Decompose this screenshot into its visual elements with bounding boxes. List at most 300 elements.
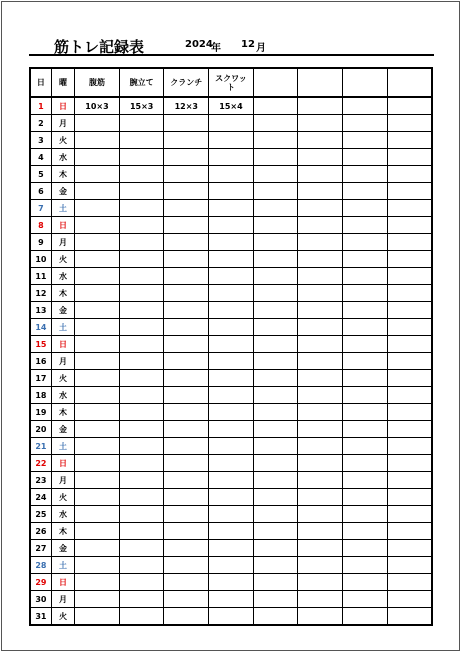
exercise-cell[interactable] <box>119 217 164 234</box>
exercise-cell[interactable] <box>164 149 209 166</box>
exercise-cell[interactable] <box>75 336 120 353</box>
exercise-cell[interactable] <box>164 455 209 472</box>
blank-cell[interactable] <box>298 302 343 319</box>
blank-cell[interactable] <box>387 268 432 285</box>
blank-cell[interactable] <box>387 506 432 523</box>
blank-cell[interactable] <box>298 268 343 285</box>
exercise-cell[interactable] <box>209 319 254 336</box>
exercise-cell[interactable] <box>75 557 120 574</box>
day-number: 9 <box>30 234 51 251</box>
exercise-cell[interactable] <box>119 166 164 183</box>
blank-cell[interactable] <box>298 319 343 336</box>
blank-cell[interactable] <box>387 302 432 319</box>
exercise-cell[interactable] <box>209 115 254 132</box>
table-row <box>30 234 432 251</box>
exercise-cell[interactable] <box>209 183 254 200</box>
blank-cell[interactable] <box>387 285 432 302</box>
exercise-cell[interactable] <box>164 557 209 574</box>
header-blank-3[interactable] <box>343 68 388 97</box>
blank-cell[interactable] <box>387 557 432 574</box>
exercise-cell[interactable] <box>164 336 209 353</box>
blank-cell[interactable] <box>343 523 388 540</box>
exercise-cell[interactable] <box>164 506 209 523</box>
exercise-cell[interactable] <box>75 251 120 268</box>
blank-cell[interactable] <box>343 268 388 285</box>
header-blank-4[interactable] <box>387 68 432 97</box>
exercise-cell[interactable] <box>209 591 254 608</box>
blank-cell[interactable] <box>387 540 432 557</box>
exercise-cell[interactable] <box>119 455 164 472</box>
exercise-cell[interactable] <box>75 217 120 234</box>
blank-cell[interactable] <box>298 506 343 523</box>
weekday-label: 水 <box>51 268 74 285</box>
exercise-cell[interactable] <box>119 115 164 132</box>
blank-cell[interactable] <box>298 455 343 472</box>
weekday-label: 日 <box>51 336 74 353</box>
exercise-cell[interactable] <box>209 149 254 166</box>
blank-cell[interactable] <box>343 149 388 166</box>
blank-cell[interactable] <box>253 97 298 115</box>
exercise-cell[interactable] <box>209 217 254 234</box>
blank-cell[interactable] <box>343 166 388 183</box>
month-value[interactable]: 12 <box>241 39 255 50</box>
blank-cell[interactable] <box>253 200 298 217</box>
blank-cell[interactable] <box>298 132 343 149</box>
blank-cell[interactable] <box>387 251 432 268</box>
title-underline <box>29 54 434 56</box>
blank-cell[interactable] <box>253 438 298 455</box>
exercise-cell[interactable] <box>164 234 209 251</box>
blank-cell[interactable] <box>298 336 343 353</box>
exercise-cell[interactable] <box>119 336 164 353</box>
blank-cell[interactable] <box>343 540 388 557</box>
blank-cell[interactable] <box>253 506 298 523</box>
exercise-cell[interactable] <box>164 285 209 302</box>
blank-cell[interactable] <box>253 404 298 421</box>
blank-cell[interactable] <box>298 489 343 506</box>
blank-cell[interactable] <box>343 489 388 506</box>
weekday-label: 月 <box>51 472 74 489</box>
blank-cell[interactable] <box>298 200 343 217</box>
exercise-cell[interactable] <box>75 353 120 370</box>
day-number: 31 <box>30 608 51 626</box>
weekday-label: 木 <box>51 285 74 302</box>
table-row <box>30 574 432 591</box>
blank-cell[interactable] <box>253 115 298 132</box>
exercise-cell[interactable] <box>209 387 254 404</box>
weekday-label: 金 <box>51 183 74 200</box>
blank-cell[interactable] <box>253 523 298 540</box>
year-value[interactable]: 2024 <box>185 39 213 50</box>
exercise-cell[interactable] <box>119 387 164 404</box>
table-row <box>30 608 432 626</box>
exercise-cell[interactable] <box>164 166 209 183</box>
exercise-cell[interactable] <box>164 489 209 506</box>
blank-cell[interactable] <box>253 183 298 200</box>
exercise-cell[interactable] <box>164 421 209 438</box>
exercise-cell[interactable] <box>119 489 164 506</box>
blank-cell[interactable] <box>343 472 388 489</box>
exercise-cell[interactable] <box>209 455 254 472</box>
exercise-cell[interactable] <box>75 489 120 506</box>
blank-cell[interactable] <box>253 591 298 608</box>
blank-cell[interactable] <box>298 472 343 489</box>
blank-cell[interactable] <box>343 336 388 353</box>
exercise-cell[interactable] <box>75 387 120 404</box>
exercise-cell[interactable] <box>75 574 120 591</box>
blank-cell[interactable] <box>298 421 343 438</box>
exercise-cell[interactable] <box>209 540 254 557</box>
exercise-cell[interactable] <box>75 268 120 285</box>
blank-cell[interactable] <box>253 268 298 285</box>
blank-cell[interactable] <box>343 217 388 234</box>
day-number: 11 <box>30 268 51 285</box>
blank-cell[interactable] <box>387 319 432 336</box>
blank-cell[interactable] <box>343 97 388 115</box>
blank-cell[interactable] <box>343 557 388 574</box>
exercise-cell[interactable] <box>119 285 164 302</box>
exercise-cell[interactable] <box>209 506 254 523</box>
day-number: 16 <box>30 353 51 370</box>
blank-cell[interactable] <box>387 523 432 540</box>
blank-cell[interactable] <box>343 421 388 438</box>
day-number: 1 <box>30 97 51 115</box>
blank-cell[interactable] <box>253 166 298 183</box>
exercise-cell[interactable] <box>164 591 209 608</box>
blank-cell[interactable] <box>298 574 343 591</box>
exercise-cell[interactable] <box>75 421 120 438</box>
blank-cell[interactable] <box>343 455 388 472</box>
exercise-cell[interactable] <box>119 523 164 540</box>
exercise-cell[interactable] <box>209 302 254 319</box>
page-title: 筋トレ記録表 <box>54 38 145 56</box>
blank-cell[interactable] <box>253 608 298 626</box>
exercise-cell[interactable] <box>75 438 120 455</box>
exercise-cell[interactable] <box>209 438 254 455</box>
exercise-cell[interactable] <box>119 132 164 149</box>
exercise-cell[interactable] <box>209 166 254 183</box>
weekday-label: 火 <box>51 370 74 387</box>
exercise-cell[interactable] <box>75 234 120 251</box>
exercise-cell[interactable] <box>75 149 120 166</box>
blank-cell[interactable] <box>343 302 388 319</box>
blank-cell[interactable] <box>343 132 388 149</box>
exercise-cell[interactable] <box>119 472 164 489</box>
exercise-cell[interactable] <box>119 302 164 319</box>
exercise-cell[interactable] <box>209 200 254 217</box>
blank-cell[interactable] <box>298 166 343 183</box>
blank-cell[interactable] <box>298 234 343 251</box>
weekday-label: 金 <box>51 540 74 557</box>
blank-cell[interactable] <box>343 404 388 421</box>
blank-cell[interactable] <box>343 319 388 336</box>
blank-cell[interactable] <box>387 438 432 455</box>
exercise-cell[interactable] <box>164 574 209 591</box>
blank-cell[interactable] <box>343 387 388 404</box>
exercise-cell[interactable] <box>164 132 209 149</box>
weekday-label: 火 <box>51 251 74 268</box>
blank-cell[interactable] <box>298 608 343 626</box>
blank-cell[interactable] <box>253 421 298 438</box>
blank-cell[interactable] <box>387 234 432 251</box>
blank-cell[interactable] <box>387 132 432 149</box>
exercise-cell[interactable] <box>119 421 164 438</box>
day-number: 20 <box>30 421 51 438</box>
exercise-cell[interactable] <box>75 115 120 132</box>
exercise-cell[interactable] <box>164 387 209 404</box>
blank-cell[interactable] <box>343 353 388 370</box>
table-row <box>30 438 432 455</box>
exercise-cell[interactable] <box>119 370 164 387</box>
weekday-label: 火 <box>51 132 74 149</box>
exercise-cell[interactable]: 15×3 <box>119 97 164 115</box>
blank-cell[interactable] <box>343 251 388 268</box>
exercise-cell[interactable] <box>164 438 209 455</box>
blank-cell[interactable] <box>387 149 432 166</box>
exercise-cell[interactable] <box>164 268 209 285</box>
table-row <box>30 557 432 574</box>
exercise-cell[interactable] <box>209 336 254 353</box>
exercise-cell[interactable] <box>119 438 164 455</box>
blank-cell[interactable] <box>298 285 343 302</box>
exercise-cell[interactable] <box>75 506 120 523</box>
blank-cell[interactable] <box>298 370 343 387</box>
exercise-cell[interactable] <box>164 319 209 336</box>
blank-cell[interactable] <box>387 183 432 200</box>
weekday-label: 火 <box>51 608 74 626</box>
blank-cell[interactable] <box>253 234 298 251</box>
exercise-cell[interactable] <box>209 574 254 591</box>
exercise-cell[interactable] <box>164 472 209 489</box>
exercise-cell[interactable] <box>164 353 209 370</box>
exercise-cell[interactable] <box>119 506 164 523</box>
sheet-page <box>1 1 460 651</box>
blank-cell[interactable] <box>387 421 432 438</box>
day-number: 23 <box>30 472 51 489</box>
blank-cell[interactable] <box>343 438 388 455</box>
day-number: 25 <box>30 506 51 523</box>
exercise-cell[interactable] <box>119 268 164 285</box>
blank-cell[interactable] <box>387 455 432 472</box>
weekday-label: 土 <box>51 438 74 455</box>
blank-cell[interactable] <box>253 149 298 166</box>
blank-cell[interactable] <box>253 489 298 506</box>
day-number: 7 <box>30 200 51 217</box>
exercise-cell[interactable] <box>119 183 164 200</box>
exercise-cell[interactable] <box>209 404 254 421</box>
blank-cell[interactable] <box>298 438 343 455</box>
exercise-cell[interactable] <box>75 132 120 149</box>
blank-cell[interactable] <box>298 251 343 268</box>
exercise-cell[interactable] <box>119 353 164 370</box>
blank-cell[interactable] <box>387 387 432 404</box>
blank-cell[interactable] <box>387 217 432 234</box>
exercise-cell[interactable] <box>75 523 120 540</box>
blank-cell[interactable] <box>387 574 432 591</box>
header-exercise-2[interactable]: 腕立て <box>119 68 164 97</box>
exercise-cell[interactable] <box>119 608 164 626</box>
exercise-cell[interactable] <box>164 200 209 217</box>
blank-cell[interactable] <box>387 608 432 626</box>
exercise-cell[interactable] <box>75 370 120 387</box>
exercise-cell[interactable] <box>119 251 164 268</box>
table-row <box>30 302 432 319</box>
exercise-cell[interactable] <box>164 404 209 421</box>
exercise-cell[interactable] <box>119 591 164 608</box>
exercise-cell[interactable] <box>209 132 254 149</box>
blank-cell[interactable] <box>298 387 343 404</box>
blank-cell[interactable] <box>343 370 388 387</box>
blank-cell[interactable] <box>298 557 343 574</box>
exercise-cell[interactable]: 10×3 <box>75 97 120 115</box>
blank-cell[interactable] <box>253 353 298 370</box>
blank-cell[interactable] <box>387 489 432 506</box>
blank-cell[interactable] <box>253 319 298 336</box>
exercise-cell[interactable] <box>209 285 254 302</box>
blank-cell[interactable] <box>298 97 343 115</box>
exercise-cell[interactable] <box>119 149 164 166</box>
blank-cell[interactable] <box>387 370 432 387</box>
blank-cell[interactable] <box>253 336 298 353</box>
blank-cell[interactable] <box>253 455 298 472</box>
header-blank-1[interactable] <box>253 68 298 97</box>
blank-cell[interactable] <box>343 285 388 302</box>
exercise-cell[interactable]: 12×3 <box>164 97 209 115</box>
exercise-cell[interactable] <box>119 234 164 251</box>
exercise-cell[interactable] <box>164 540 209 557</box>
blank-cell[interactable] <box>343 574 388 591</box>
blank-cell[interactable] <box>253 387 298 404</box>
blank-cell[interactable] <box>387 472 432 489</box>
blank-cell[interactable] <box>298 591 343 608</box>
exercise-cell[interactable] <box>75 404 120 421</box>
blank-cell[interactable] <box>253 251 298 268</box>
exercise-cell[interactable] <box>119 319 164 336</box>
blank-cell[interactable] <box>343 234 388 251</box>
blank-cell[interactable] <box>298 149 343 166</box>
exercise-cell[interactable] <box>119 557 164 574</box>
header-exercise-4[interactable]: スクワット <box>209 68 254 97</box>
exercise-cell[interactable] <box>75 591 120 608</box>
exercise-cell[interactable] <box>75 319 120 336</box>
exercise-cell[interactable] <box>164 251 209 268</box>
blank-cell[interactable] <box>253 217 298 234</box>
weekday-label: 日 <box>51 97 74 115</box>
exercise-cell[interactable] <box>209 489 254 506</box>
exercise-cell[interactable] <box>164 115 209 132</box>
exercise-cell[interactable] <box>209 234 254 251</box>
exercise-cell[interactable] <box>75 166 120 183</box>
exercise-cell[interactable] <box>209 557 254 574</box>
blank-cell[interactable] <box>343 608 388 626</box>
blank-cell[interactable] <box>343 591 388 608</box>
exercise-cell[interactable] <box>75 302 120 319</box>
blank-cell[interactable] <box>253 540 298 557</box>
weekday-label: 日 <box>51 574 74 591</box>
blank-cell[interactable] <box>253 472 298 489</box>
exercise-cell[interactable] <box>75 540 120 557</box>
exercise-cell[interactable]: 15×4 <box>209 97 254 115</box>
exercise-cell[interactable] <box>119 574 164 591</box>
exercise-cell[interactable] <box>75 472 120 489</box>
weekday-label: 火 <box>51 489 74 506</box>
exercise-cell[interactable] <box>209 472 254 489</box>
table-row <box>30 319 432 336</box>
day-number: 17 <box>30 370 51 387</box>
blank-cell[interactable] <box>387 166 432 183</box>
blank-cell[interactable] <box>298 404 343 421</box>
exercise-cell[interactable] <box>164 217 209 234</box>
blank-cell[interactable] <box>298 115 343 132</box>
exercise-cell[interactable] <box>209 523 254 540</box>
blank-cell[interactable] <box>253 557 298 574</box>
blank-cell[interactable] <box>387 591 432 608</box>
weekday-label: 月 <box>51 591 74 608</box>
blank-cell[interactable] <box>343 200 388 217</box>
day-number: 29 <box>30 574 51 591</box>
table-row <box>30 251 432 268</box>
exercise-cell[interactable] <box>164 608 209 626</box>
blank-cell[interactable] <box>298 540 343 557</box>
blank-cell[interactable] <box>387 200 432 217</box>
exercise-cell[interactable] <box>164 523 209 540</box>
exercise-cell[interactable] <box>164 370 209 387</box>
exercise-cell[interactable] <box>209 268 254 285</box>
blank-cell[interactable] <box>298 217 343 234</box>
exercise-cell[interactable] <box>209 353 254 370</box>
exercise-cell[interactable] <box>75 200 120 217</box>
blank-cell[interactable] <box>253 574 298 591</box>
weekday-label: 木 <box>51 523 74 540</box>
blank-cell[interactable] <box>253 132 298 149</box>
day-number: 12 <box>30 285 51 302</box>
blank-cell[interactable] <box>298 183 343 200</box>
blank-cell[interactable] <box>387 336 432 353</box>
table-row <box>30 455 432 472</box>
blank-cell[interactable] <box>387 97 432 115</box>
blank-cell[interactable] <box>387 404 432 421</box>
blank-cell[interactable] <box>343 183 388 200</box>
exercise-cell[interactable] <box>75 608 120 626</box>
exercise-cell[interactable] <box>164 302 209 319</box>
header-blank-2[interactable] <box>298 68 343 97</box>
day-number: 14 <box>30 319 51 336</box>
blank-cell[interactable] <box>343 115 388 132</box>
exercise-cell[interactable] <box>209 608 254 626</box>
blank-cell[interactable] <box>298 353 343 370</box>
exercise-cell[interactable] <box>75 285 120 302</box>
header-exercise-3[interactable]: クランチ <box>164 68 209 97</box>
exercise-cell[interactable] <box>75 183 120 200</box>
blank-cell[interactable] <box>253 370 298 387</box>
blank-cell[interactable] <box>253 302 298 319</box>
exercise-cell[interactable] <box>119 540 164 557</box>
exercise-cell[interactable] <box>209 421 254 438</box>
blank-cell[interactable] <box>298 523 343 540</box>
header-exercise-1[interactable]: 腹筋 <box>75 68 120 97</box>
blank-cell[interactable] <box>343 506 388 523</box>
workout-log-table <box>29 67 433 626</box>
blank-cell[interactable] <box>387 353 432 370</box>
blank-cell[interactable] <box>253 285 298 302</box>
exercise-cell[interactable] <box>119 200 164 217</box>
exercise-cell[interactable] <box>209 251 254 268</box>
exercise-cell[interactable] <box>119 404 164 421</box>
exercise-cell[interactable] <box>209 370 254 387</box>
blank-cell[interactable] <box>387 115 432 132</box>
exercise-cell[interactable] <box>75 455 120 472</box>
exercise-cell[interactable] <box>164 183 209 200</box>
